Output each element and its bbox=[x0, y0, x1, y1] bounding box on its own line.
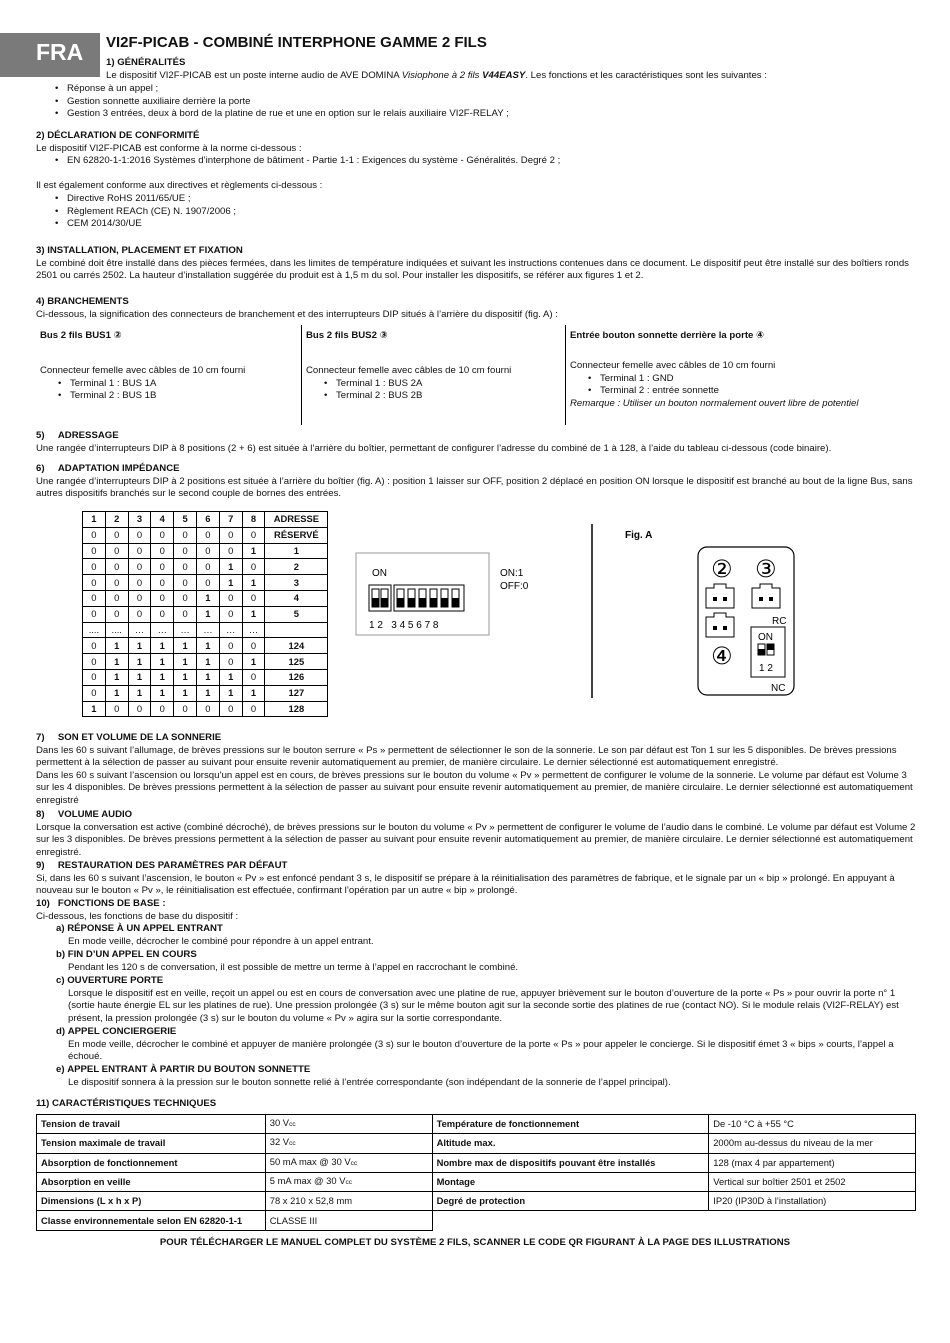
pin bbox=[713, 626, 717, 630]
spec-label: Altitude max. bbox=[432, 1134, 709, 1153]
dip-cell: 0 bbox=[196, 559, 219, 575]
list-item: • Gestion 3 entrées, deux à bord de la platine de rue et une en option sur le relais auxiliaire VI2F-RELAY ; bbox=[67, 108, 916, 121]
table-row bbox=[83, 559, 328, 575]
list-item: • Réponse à un appel ; bbox=[67, 83, 916, 96]
section-6 bbox=[36, 463, 916, 501]
dip-cell: 1 bbox=[219, 575, 242, 591]
section-5-body: Une rangée d’interrupteurs DIP à 8 positions (2 + 6) est située à l’arrière du boîtier, permettant de configurer l’adresse du combiné de 1 à 128, à l’aide du tableau ci-dessous (code binaire). bbox=[36, 442, 832, 454]
dip-cell: 0 bbox=[105, 559, 128, 575]
section-8-heading: 8) VOLUME AUDIO bbox=[36, 809, 133, 820]
address-cell: 1 bbox=[265, 543, 328, 559]
connector-title: Entrée bouton sonnette derrière la porte ④ bbox=[570, 330, 765, 341]
dip-cell: 0 bbox=[219, 701, 242, 717]
section-7-para-1: Dans les 60 s suivant l’allumage, de brèves pressions sur le bouton serrure « Ps » permettent de sélectionner le son de la sonnerie. Le son par défaut est Ton 1 sur les 5 disponibles. De brèves pressions permettent à la sélection de passer au suivant pour ensuite revenir automatiquement au premier, de manière circulaire. Le dernier sélectionné est automatiquement enregistré. bbox=[36, 744, 897, 769]
section-10-heading: 10) FONCTIONS DE BASE : bbox=[36, 898, 166, 909]
dip-cell: 0 bbox=[242, 590, 265, 606]
connector-desc: Connecteur femelle avec câbles de 10 cm fourni bbox=[306, 365, 512, 376]
dip-cell: .... bbox=[83, 622, 106, 638]
dip-cell: 0 bbox=[151, 701, 174, 717]
function-body: En mode veille, décrocher le combiné pour répondre à un appel entrant. bbox=[68, 935, 374, 947]
impedance-on-label: ON bbox=[758, 632, 773, 643]
dip-cell: 0 bbox=[83, 590, 106, 606]
connector-bus1 bbox=[36, 325, 302, 425]
dip-cell: … bbox=[151, 622, 174, 638]
function-label: c) OUVERTURE PORTE bbox=[56, 975, 164, 986]
dip-cell: … bbox=[174, 622, 197, 638]
dip-cell: 0 bbox=[128, 606, 151, 622]
dip-cell: 0 bbox=[105, 543, 128, 559]
spec-value bbox=[265, 1115, 432, 1134]
column-header: 6 bbox=[196, 512, 219, 528]
table-row bbox=[83, 685, 328, 701]
dip-cell: 1 bbox=[219, 685, 242, 701]
dip-cell: 0 bbox=[242, 669, 265, 685]
dip-cell: 0 bbox=[242, 527, 265, 543]
spec-value: IP20 (IP30D à l’installation) bbox=[709, 1192, 916, 1211]
section-8-body: Lorsque la conversation est active (combiné décroché), de brèves pressions sur le bouton du volume « Pv » permettent de configurer le volume de l’audio dans le combiné. Le volume par défaut est Volume 2 sur les 3 disponibles. De brèves pressions permettent à la sélection de passer au suivant pour ensuite revenir automatiquement au premier, de manière circulaire. Le dernier sélectionné est automatiquement enregistré. bbox=[36, 821, 916, 858]
spec-value-text: 50 mA max @ 30 V bbox=[269, 1155, 351, 1167]
dip-cell: 1 bbox=[196, 669, 219, 685]
spec-value-text: 30 V bbox=[269, 1117, 290, 1129]
table-row bbox=[37, 1134, 916, 1153]
dip-cell: 1 bbox=[151, 669, 174, 685]
table-row bbox=[83, 590, 328, 606]
figure-label: Fig. A bbox=[625, 530, 653, 541]
section-4 bbox=[36, 296, 916, 321]
column-header: ADRESSE bbox=[265, 512, 328, 528]
dip-cell: 0 bbox=[242, 701, 265, 717]
spec-value-text: 5 mA max @ 30 V bbox=[269, 1175, 346, 1187]
dip-cell: 0 bbox=[242, 559, 265, 575]
spec-value: De -10 °C à +55 °C bbox=[709, 1115, 916, 1134]
table-row bbox=[83, 527, 328, 543]
dip-switch-3-lever bbox=[397, 598, 404, 607]
table-row bbox=[83, 606, 328, 622]
dip-cell: 0 bbox=[151, 606, 174, 622]
function-body: Le dispositif sonnera à la pression sur le bouton sonnette relié à l’entrée correspondante (son indépendant de la sonnerie de l’appel principal). bbox=[68, 1076, 671, 1088]
list-item: • Règlement REACh (CE) N. 1907/2006 ; bbox=[67, 206, 916, 219]
connector-2-label: ② bbox=[711, 555, 733, 583]
dip-cell: 1 bbox=[105, 685, 128, 701]
section-5-heading: 5) ADRESSAGE bbox=[36, 430, 119, 441]
dip-on-label: ON bbox=[372, 568, 387, 579]
address-cell bbox=[265, 622, 328, 638]
spec-value-text: 78 x 210 x 52,8 mm bbox=[269, 1195, 353, 1207]
dip-cell: 0 bbox=[174, 527, 197, 543]
function-body: Lorsque le dispositif est en veille, reçoit un appel ou est en cours de conversation avec une platine de rue, appuyer brièvement sur le bouton d’ouverture de la porte « Ps » pour ouvrir la porte n° 1 (sortie haute énergie EL sur les platines de rue). Une pression prolongée (3 s) sur le même bouton agit sur la seconde sortie des platines de rue (contact NO). Si le module relais (VI2F-RELAY) est présent, la pression prolongée (3 s) sur le bouton du volume « Pv » agira sur la sortie correspondante. bbox=[68, 987, 899, 1024]
dip-cell: 0 bbox=[105, 527, 128, 543]
connector-3-label: ③ bbox=[755, 555, 777, 583]
spec-label: Tension maximale de travail bbox=[37, 1134, 266, 1153]
section-2-intro: Le dispositif VI2F-PICAB est conforme à la norme ci-dessous : bbox=[36, 142, 302, 154]
dip-cell: 1 bbox=[242, 654, 265, 670]
dip-cell: 0 bbox=[151, 590, 174, 606]
pin bbox=[723, 597, 727, 601]
function-item bbox=[56, 975, 916, 1025]
dip-cell: 1 bbox=[174, 638, 197, 654]
section-2 bbox=[36, 130, 916, 231]
table-row bbox=[37, 1115, 916, 1134]
dip-cell: 0 bbox=[219, 654, 242, 670]
table-row bbox=[83, 654, 328, 670]
dip-cell: .... bbox=[105, 622, 128, 638]
address-cell: 3 bbox=[265, 575, 328, 591]
dip-cell: 0 bbox=[105, 606, 128, 622]
column-header: 7 bbox=[219, 512, 242, 528]
impedance-switch-2-lever bbox=[767, 644, 774, 650]
dip-cell: 0 bbox=[128, 543, 151, 559]
dip-cell: 0 bbox=[128, 575, 151, 591]
table-row bbox=[83, 669, 328, 685]
section-6-heading: 6) ADAPTATION IMPÉDANCE bbox=[36, 463, 180, 474]
dip-switch-4-lever bbox=[408, 598, 415, 607]
list-item: • Gestion sonnette auxiliaire derrière la porte bbox=[67, 96, 916, 109]
address-cell: 127 bbox=[265, 685, 328, 701]
section-6-body: Une rangée d’interrupteurs DIP à 2 positions est située à l’arrière du boîtier (fig. A) : position 1 laisser sur OFF, position 2 déplacé en position ON lorsque le dispositif est branché au bout de la ligne Bus, sans autres dispositifs branchés sur le second couple de bornes des entrées. bbox=[36, 475, 913, 500]
connector-4-socket bbox=[706, 613, 734, 637]
dip-cell: 0 bbox=[196, 701, 219, 717]
page-title: VI2F-PICAB - COMBINÉ INTERPHONE GAMME 2 FILS bbox=[106, 34, 487, 51]
dip-cell: 1 bbox=[219, 669, 242, 685]
impedance-switch-1-lever bbox=[758, 649, 765, 655]
dip-address-table bbox=[82, 511, 328, 717]
table-header-row bbox=[83, 512, 328, 528]
dip-cell: 1 bbox=[174, 685, 197, 701]
spec-value: Vertical sur boîtier 2501 et 2502 bbox=[709, 1172, 916, 1191]
dip-cell: 0 bbox=[83, 654, 106, 670]
dip-cell: 0 bbox=[196, 527, 219, 543]
dip-cell: 0 bbox=[83, 543, 106, 559]
connector-doorbell bbox=[566, 325, 916, 425]
dip-cell: 1 bbox=[242, 575, 265, 591]
dip-cell: 0 bbox=[105, 590, 128, 606]
dip-cell: 1 bbox=[174, 654, 197, 670]
empty-cell bbox=[432, 1211, 915, 1230]
dip-switch-5-lever bbox=[419, 598, 426, 607]
connector-3-socket bbox=[752, 584, 780, 608]
pin bbox=[713, 597, 717, 601]
figure-a bbox=[588, 520, 798, 700]
dip-cell: … bbox=[219, 622, 242, 638]
function-label: d) APPEL CONCIERGERIE bbox=[56, 1026, 177, 1037]
function-item bbox=[56, 1064, 916, 1089]
section-9-heading: 9) RESTAURATION DES PARAMÈTRES PAR DÉFAUT bbox=[36, 860, 288, 871]
dip-cell: 1 bbox=[151, 685, 174, 701]
section-9-body: Si, dans les 60 s suivant l’ascension, le bouton « Pv » est enfoncé pendant 3 s, le dispositif se prépare à la réinitialisation des paramètres de fabrique, et le signale par un « bip » prolongé. En appuyant à nouveau sur le bouton « Pv », le réinitialisation est effectuée, confirmant l’opération par un autre « bip » prolongé. bbox=[36, 872, 895, 897]
column-header: 1 bbox=[83, 512, 106, 528]
list-item: • CEM 2014/30/UE bbox=[67, 218, 916, 231]
dip-switch-levers bbox=[372, 589, 459, 607]
nc-label: NC bbox=[771, 683, 786, 694]
dip-cell: 0 bbox=[174, 590, 197, 606]
dip-switch-diagram bbox=[355, 552, 535, 637]
dip-switch-7-lever bbox=[441, 598, 448, 607]
terminal-2: • Terminal 2 : entrée sonnette bbox=[600, 385, 859, 398]
function-label: b) FIN D’UN APPEL EN COURS bbox=[56, 949, 197, 960]
connector-4-label: ④ bbox=[711, 642, 733, 670]
dip-cell: 0 bbox=[196, 543, 219, 559]
dip-cell: 1 bbox=[174, 669, 197, 685]
table-row bbox=[83, 622, 328, 638]
spec-unit-subscript: cc bbox=[350, 1159, 358, 1167]
spec-label: Absorption de fonctionnement bbox=[37, 1153, 266, 1172]
address-cell: 128 bbox=[265, 701, 328, 717]
table-row bbox=[37, 1172, 916, 1191]
dip-cell: 0 bbox=[174, 701, 197, 717]
dip-cell: 1 bbox=[196, 654, 219, 670]
dip-cell: 0 bbox=[196, 575, 219, 591]
section-9 bbox=[36, 860, 916, 898]
connector-note: Remarque : Utiliser un bouton normalement ouvert libre de potentiel bbox=[570, 397, 859, 409]
dip-cell: 1 bbox=[242, 685, 265, 701]
connector-title: Bus 2 fils BUS2 ③ bbox=[306, 330, 388, 341]
column-header: 5 bbox=[174, 512, 197, 528]
dip-cell: 1 bbox=[151, 654, 174, 670]
dip-cell: 1 bbox=[128, 638, 151, 654]
section-7 bbox=[36, 732, 916, 808]
function-item bbox=[56, 923, 916, 948]
table-row bbox=[83, 543, 328, 559]
section-11-heading: 11) CARACTÉRISTIQUES TECHNIQUES bbox=[36, 1098, 217, 1109]
spec-value bbox=[265, 1134, 432, 1153]
dip-cell: 1 bbox=[196, 606, 219, 622]
dip-cell: 1 bbox=[128, 685, 151, 701]
section-2-heading: 2) DÉCLARATION DE CONFORMITÉ bbox=[36, 130, 200, 141]
spec-value bbox=[265, 1153, 432, 1172]
dip-cell: 1 bbox=[219, 559, 242, 575]
address-cell: 5 bbox=[265, 606, 328, 622]
dip-cell: 1 bbox=[128, 654, 151, 670]
section-10 bbox=[36, 898, 916, 923]
terminal-1: • Terminal 1 : BUS 1A bbox=[70, 378, 245, 391]
terminal-2: • Terminal 2 : BUS 2B bbox=[336, 390, 511, 403]
terminal-2: • Terminal 2 : BUS 1B bbox=[70, 390, 245, 403]
address-cell: 2 bbox=[265, 559, 328, 575]
section-1 bbox=[106, 57, 916, 82]
dip-cell: 0 bbox=[219, 543, 242, 559]
spec-label: Absorption en veille bbox=[37, 1172, 266, 1191]
spec-label: Nombre max de dispositifs pouvant être installés bbox=[432, 1153, 709, 1172]
list-item: • EN 62820-1-1:2016 Systèmes d’interphone de bâtiment - Partie 1-1 : Exigences du système - Généralités. Degré 2 ; bbox=[67, 155, 916, 168]
address-cell: 124 bbox=[265, 638, 328, 654]
table-row bbox=[83, 638, 328, 654]
rc-label: RC bbox=[772, 616, 787, 627]
dip-legend-off: OFF:0 bbox=[500, 581, 529, 592]
function-body: En mode veille, décrocher le combiné et appuyer de manière prolongée (3 s) sur le bouton d’ouverture de la porte « Ps » pour appeler le concierge. Si le dispositif émet 3 « bips » courts, l’appel a échoué. bbox=[68, 1038, 894, 1063]
address-cell: 125 bbox=[265, 654, 328, 670]
dip-cell: 0 bbox=[128, 590, 151, 606]
spec-value bbox=[265, 1172, 432, 1191]
dip-cell: 0 bbox=[83, 527, 106, 543]
function-item bbox=[56, 1026, 916, 1064]
dip-cell: 0 bbox=[83, 638, 106, 654]
table-row bbox=[83, 575, 328, 591]
section-1-list bbox=[36, 83, 916, 121]
dip-cell: 0 bbox=[242, 638, 265, 654]
dip-switch-8-lever bbox=[452, 598, 459, 607]
dip-cell: 0 bbox=[128, 527, 151, 543]
dip-cell: 0 bbox=[219, 638, 242, 654]
spec-unit-subscript: cc bbox=[345, 1179, 352, 1187]
language-tab: FRA bbox=[0, 33, 100, 77]
address-cell: 126 bbox=[265, 669, 328, 685]
connector-desc: Connecteur femelle avec câbles de 10 cm fourni bbox=[40, 365, 246, 376]
dip-cell: … bbox=[196, 622, 219, 638]
specs-table bbox=[36, 1114, 916, 1231]
dip-legend-on: ON:1 bbox=[500, 568, 524, 579]
column-header: 2 bbox=[105, 512, 128, 528]
connector-bus2 bbox=[302, 325, 566, 425]
spec-label: Classe environnementale selon EN 62820-1-1 bbox=[37, 1211, 266, 1230]
dip-cell: 0 bbox=[128, 559, 151, 575]
dip-cell: 0 bbox=[83, 559, 106, 575]
dip-cell: 1 bbox=[128, 669, 151, 685]
spec-value bbox=[265, 1211, 432, 1230]
table-row bbox=[37, 1153, 916, 1172]
connector-title: Bus 2 fils BUS1 ② bbox=[40, 330, 122, 341]
dip-cell: 0 bbox=[83, 669, 106, 685]
section-4-intro: Ci-dessous, la signification des connecteurs de branchement et des interrupteurs DIP situés à l’arrière du dispositif (fig. A) : bbox=[36, 308, 558, 320]
connectors-table bbox=[36, 325, 916, 425]
dip-switch-6-lever bbox=[430, 598, 437, 607]
section-10-intro: Ci-dessous, les fonctions de base du dispositif : bbox=[36, 910, 239, 922]
column-header: 3 bbox=[128, 512, 151, 528]
section-2-intro-2: Il est également conforme aux directives et règlements ci-dessous : bbox=[36, 180, 323, 192]
dip-cell: 0 bbox=[174, 575, 197, 591]
spec-label: Température de fonctionnement bbox=[432, 1115, 709, 1134]
section-3-body: Le combiné doit être installé dans des pièces fermées, dans les limites de température indiquées et suivant les instructions contenues dans ce document. Le dispositif peut être installé sur des boîtiers ronds 2501 ou carrés 2502. La hauteur d’installation suggérée du produit est à 1,5 m du sol. Pour installer les dispositifs, se référer aux figures 1 et 2. bbox=[36, 257, 909, 282]
dip-cell: 1 bbox=[83, 701, 106, 717]
dip-cell: … bbox=[128, 622, 151, 638]
impedance-numbers: 1 2 bbox=[759, 663, 773, 674]
section-8 bbox=[36, 809, 916, 859]
section-1-intro: Le dispositif VI2F-PICAB est un poste interne audio de AVE DOMINA Visiophone à 2 fils V44EASY. Les fonctions et les caractéristiques sont les suivantes : bbox=[106, 69, 767, 81]
dip-cell: 1 bbox=[242, 606, 265, 622]
pin bbox=[759, 597, 763, 601]
table-row bbox=[37, 1192, 916, 1211]
dip-cell: 0 bbox=[151, 575, 174, 591]
spec-value: 2000m au-dessus du niveau de la mer bbox=[709, 1134, 916, 1153]
dip-cell: 1 bbox=[105, 654, 128, 670]
function-label: e) APPEL ENTRANT À PARTIR DU BOUTON SONNETTE bbox=[56, 1064, 311, 1075]
spec-label: Tension de travail bbox=[37, 1115, 266, 1134]
connector-2-socket bbox=[706, 584, 734, 608]
dip-switch-2-lever bbox=[381, 598, 388, 607]
dip-cell: 0 bbox=[83, 685, 106, 701]
table-row bbox=[37, 1211, 916, 1230]
dip-cell: 0 bbox=[151, 559, 174, 575]
dip-switch-1-lever bbox=[372, 598, 379, 607]
dip-cell: 0 bbox=[174, 559, 197, 575]
dip-cell: 1 bbox=[196, 685, 219, 701]
dip-cell: 1 bbox=[105, 638, 128, 654]
dip-cell: 1 bbox=[105, 669, 128, 685]
dip-numbers: 1 2 3 4 5 6 7 8 bbox=[369, 620, 439, 631]
dip-cell: 1 bbox=[196, 638, 219, 654]
dip-cell: 0 bbox=[105, 701, 128, 717]
terminal-1: • Terminal 1 : BUS 2A bbox=[336, 378, 511, 391]
spec-value: 128 (max 4 par appartement) bbox=[709, 1153, 916, 1172]
spec-value bbox=[265, 1192, 432, 1211]
section-7-para-2: Dans les 60 s suivant l’ascension ou lorsqu’un appel est en cours, de brèves pressions sur le bouton du volume « Pv » permettent de configurer le volume de la sonnerie. Le volume par défaut est Volume 3 sur les 4 disponibles. De brèves pressions permettent à la sélection de passer au suivant pour ensuite revenir automatiquement au premier, de manière circulaire. Le dernier sélectionné est automatiquement enregistré bbox=[36, 769, 913, 806]
spec-label: Degré de protection bbox=[432, 1192, 709, 1211]
dip-cell: … bbox=[242, 622, 265, 638]
dip-cell: 0 bbox=[219, 590, 242, 606]
section-3-heading: 3) INSTALLATION, PLACEMENT ET FIXATION bbox=[36, 245, 243, 256]
pin bbox=[723, 626, 727, 630]
dip-cell: 0 bbox=[174, 606, 197, 622]
section-5 bbox=[36, 430, 916, 455]
section-3 bbox=[36, 245, 916, 283]
dip-cell: 0 bbox=[151, 527, 174, 543]
table-row bbox=[83, 701, 328, 717]
spec-value-text: CLASSE III bbox=[269, 1214, 318, 1226]
section-4-heading: 4) BRANCHEMENTS bbox=[36, 296, 129, 307]
spec-unit-subscript: cc bbox=[289, 1121, 296, 1129]
function-item bbox=[56, 949, 916, 974]
section-11 bbox=[36, 1098, 916, 1111]
connector-desc: Connecteur femelle avec câbles de 10 cm fourni bbox=[570, 360, 776, 371]
terminal-1: • Terminal 1 : GND bbox=[600, 373, 859, 386]
dip-cell: 0 bbox=[83, 575, 106, 591]
spec-label: Dimensions (L x h x P) bbox=[37, 1192, 266, 1211]
dip-cell: 1 bbox=[242, 543, 265, 559]
dip-cell: 0 bbox=[219, 527, 242, 543]
column-header: 4 bbox=[151, 512, 174, 528]
dip-cell: 1 bbox=[151, 638, 174, 654]
dip-cell: 0 bbox=[105, 575, 128, 591]
pin bbox=[769, 597, 773, 601]
spec-unit-subscript: cc bbox=[289, 1140, 296, 1148]
address-cell: 4 bbox=[265, 590, 328, 606]
section-7-heading: 7) SON ET VOLUME DE LA SONNERIE bbox=[36, 732, 222, 743]
list-item: • Directive RoHS 2011/65/UE ; bbox=[67, 193, 916, 206]
spec-value-text: 32 V bbox=[269, 1136, 290, 1148]
footer-note: POUR TÉLÉCHARGER LE MANUEL COMPLET DU SYSTÈME 2 FILS, SCANNER LE CODE QR FIGURANT À LA PAGE DES ILLUSTRATIONS bbox=[159, 1237, 791, 1248]
dip-cell: 0 bbox=[174, 543, 197, 559]
dip-cell: 0 bbox=[128, 701, 151, 717]
function-label: a) RÉPONSE À UN APPEL ENTRANT bbox=[56, 923, 223, 934]
spec-label: Montage bbox=[432, 1172, 709, 1191]
dip-cell: 0 bbox=[219, 606, 242, 622]
function-body: Pendant les 120 s de conversation, il est possible de mettre un terme à l’appel en raccrochant le combiné. bbox=[68, 961, 519, 973]
address-cell: RÉSERVÉ bbox=[265, 527, 328, 543]
dip-cell: 1 bbox=[196, 590, 219, 606]
dip-cell: 0 bbox=[151, 543, 174, 559]
dip-cell: 0 bbox=[83, 606, 106, 622]
column-header: 8 bbox=[242, 512, 265, 528]
section-1-heading: 1) GÉNÉRALITÉS bbox=[106, 57, 186, 68]
